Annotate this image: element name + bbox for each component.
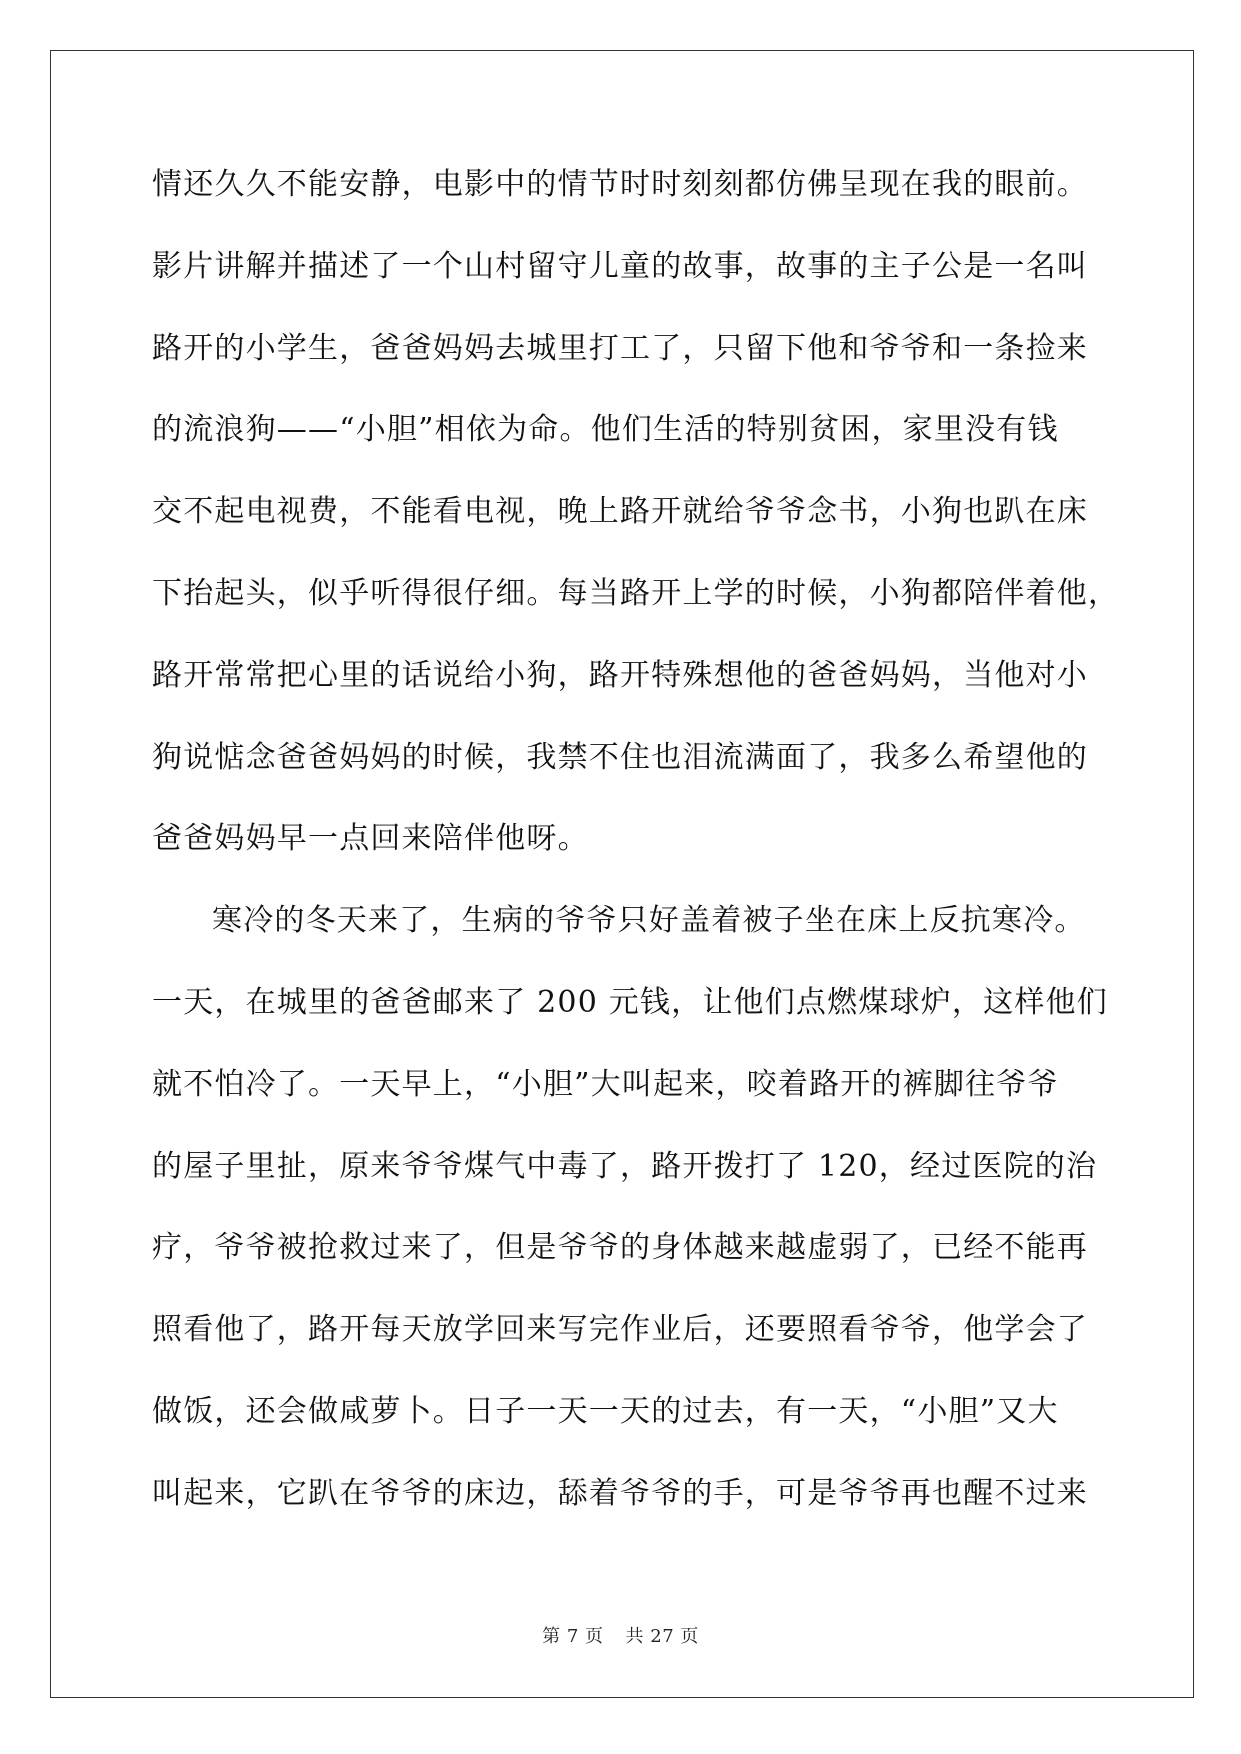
text-line: 影片讲解并描述了一个山村留守儿童的故事，故事的主子公是一名叫 bbox=[152, 248, 1088, 284]
text-line: 交不起电视费，不能看电视，晚上路开就给爷爷念书，小狗也趴在床 bbox=[152, 494, 1088, 530]
text-line: 一天，在城里的爸爸邮来了 200 元钱，让他们点燃煤球炉，这样他们 bbox=[152, 984, 1108, 1020]
text-line: 照看他了，路开每天放学回来写完作业后，还要照看爷爷，他学会了 bbox=[152, 1312, 1088, 1348]
document-body bbox=[152, 150, 1120, 1541]
page-footer bbox=[0, 1622, 1241, 1648]
page-number-total: 共 27 页 bbox=[625, 1626, 699, 1647]
text-line: 的屋子里扯，原来爷爷煤气中毒了，路开拨打了 120，经过医院的治 bbox=[152, 1148, 1098, 1184]
text-line: 下抬起头，似乎听得很仔细。每当路开上学的时候，小狗都陪伴着他， bbox=[152, 575, 1120, 611]
text-line: 狗说惦念爸爸妈妈的时候，我禁不住也泪流满面了，我多么希望他的 bbox=[152, 739, 1088, 775]
page-number-current: 第 7 页 bbox=[542, 1626, 604, 1647]
text-line: 疗，爷爷被抢救过来了，但是爷爷的身体越来越虚弱了，已经不能再 bbox=[152, 1230, 1088, 1266]
text-line: 就不怕冷了。一天早上，“小胆”大叫起来，咬着路开的裤脚往爷爷 bbox=[152, 1066, 1059, 1102]
text-line: 爸爸妈妈早一点回来陪伴他呀。 bbox=[152, 821, 589, 857]
text-line: 情还久久不能安静，电影中的情节时时刻刻都仿佛呈现在我的眼前。 bbox=[152, 167, 1088, 202]
text-line: 的流浪狗——“小胆”相依为命。他们生活的特别贫困，家里没有钱 bbox=[152, 412, 1059, 448]
text-line: 叫起来，它趴在爷爷的床边，舔着爷爷的手，可是爷爷再也醒不过来 bbox=[152, 1475, 1088, 1511]
paragraph-start-line: 寒冷的冬天来了，生病的爷爷只好盖着被子坐在床上反抗寒冷。 bbox=[212, 903, 1086, 939]
text-line: 路开的小学生，爸爸妈妈去城里打工了，只留下他和爷爷和一条捡来 bbox=[152, 330, 1088, 366]
text-line: 做饭，还会做咸萝卜。日子一天一天的过去，有一天，“小胆”又大 bbox=[152, 1393, 1059, 1429]
text-line: 路开常常把心里的话说给小狗，路开特殊想他的爸爸妈妈，当他对小 bbox=[152, 657, 1088, 693]
